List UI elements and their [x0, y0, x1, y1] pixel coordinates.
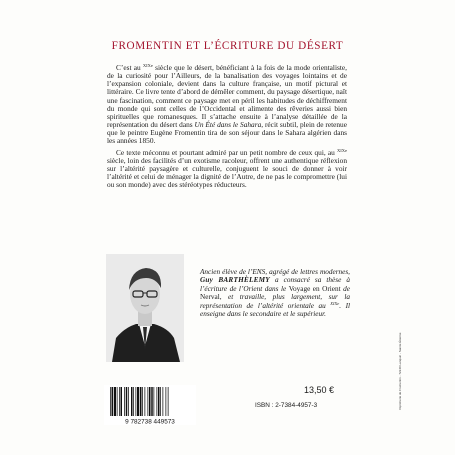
barcode-bar: [136, 387, 137, 416]
author-photo: [106, 254, 184, 362]
barcode-bar: [163, 387, 164, 416]
page-title: FROMENTIN ET L’ÉCRITURE DU DÉSERT: [111, 40, 344, 52]
barcode-bar: [140, 387, 142, 416]
barcode-bar: [158, 387, 160, 416]
barcode-bar: [142, 387, 143, 416]
barcode-bar: [137, 387, 139, 416]
author-name: Guy BARTHÈLEMY: [200, 276, 270, 285]
barcode-bar: [157, 387, 158, 416]
author-portrait-image: [106, 254, 184, 362]
barcode-bar: [124, 387, 125, 416]
barcode-bar: [110, 387, 111, 416]
barcode-bar: [131, 387, 133, 416]
author-bio: Ancien élève de l’ENS, agrégé de lettres modernes, Guy BARTHÈLEMY a consacré sa thèse à l’écriture de l’Orient dans le Voyage en Orient de Nerval, et travaille, plus largement, sur la représentation de l’altérité orientale au $^{XIXe}$. Il enseigne dans le secondaire et le supérieur.: [200, 268, 351, 319]
barcode-bar: [166, 387, 167, 416]
barcode-bar: [121, 387, 123, 416]
barcode-bar: [168, 387, 169, 416]
barcode-bar: [160, 387, 161, 416]
barcode-graphic: [104, 385, 196, 425]
isbn-barcode: [104, 385, 196, 425]
barcode-bar: [154, 387, 155, 416]
blurb-text: [107, 64, 347, 189]
barcode-bar: [114, 387, 116, 416]
barcode-number: 9 782738 449573: [125, 418, 175, 425]
barcode-bar: [112, 387, 114, 416]
barcode-bar: [119, 387, 120, 416]
printer-imprint: Imprimerie de Fromentin - 72240 Lanquin - Sainte Étienne: [398, 332, 402, 410]
barcode-bar: [145, 387, 146, 416]
barcode-bar: [149, 387, 151, 416]
barcode-bar: [128, 387, 129, 416]
barcode-bar: [148, 387, 149, 416]
barcode-bar: [151, 387, 153, 416]
blurb-paragraph-1: C’est au $^{XIXe}$ siècle que le désert, bénéficiant à la fois de la mode orientaliste, de la curiosité pour l’Ailleurs, de la banalisation des voyages lointains et de l’expansion coloniale, devient dans la culture française, un motif pictural et littéraire. Ce livre tente d’abord de démêler comment, du paysage désertique, naît une fascination, comment ce paysage met en péril les habitudes de déchiffrement du monde qui sont celles de l’Occidental et alimente des rêveries aussi bien spirituelles que romanesques. Il s’attache ensuite à l’analyse détaillée de la représentation du désert dans Un Été dans le Sahara, récit subtil, plein de retenue que le peintre Eugène Fromentin tira de son séjour dans le Sahara algérien dans les années 1850.: [107, 63, 347, 146]
price: 13,50 €: [304, 385, 335, 395]
blurb-paragraph-2: Ce texte méconnu et pourtant admiré par un petit nombre de ceux qui, au $^{XIXe}$ siècle, loin des facilités d’un exotisme racoleur, offrent une authentique réflexion sur l’altérité paysagère et culturelle, conjuguent le souci de donner à voir l’altérité et celui de ménager la dignité de l’Autre, de ne pas le compromettre (lui ou son monde) avec des stéréotypes réducteurs.: [107, 147, 347, 190]
barcode-bar: [133, 387, 134, 416]
isbn-number: ISBN : 2-7384-4957-3: [255, 402, 318, 409]
barcode-bar: [126, 387, 128, 416]
barcode-bar: [117, 387, 118, 416]
